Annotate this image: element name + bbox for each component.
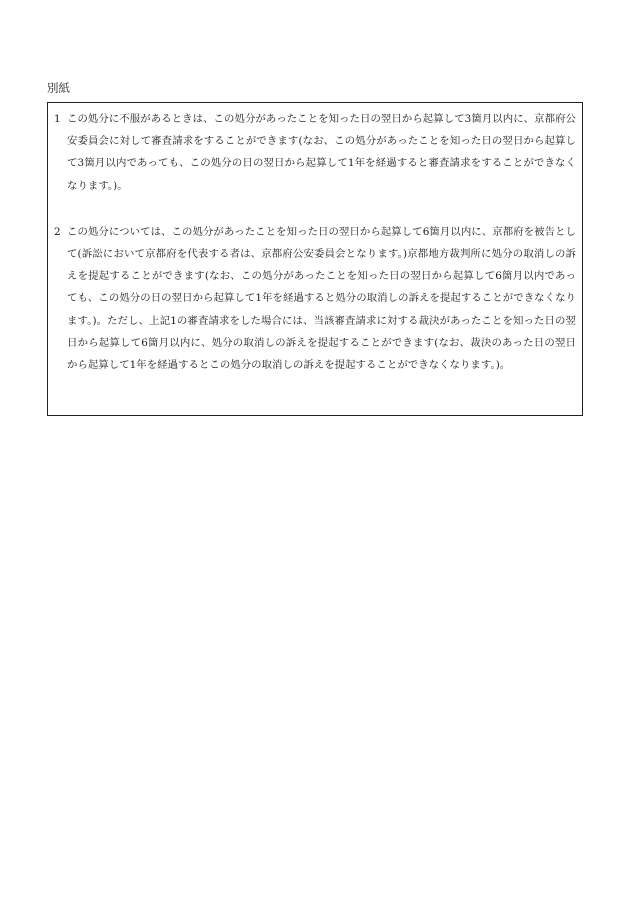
attachment-label: 別紙 bbox=[47, 81, 70, 95]
clause-2-text: この処分については、この処分があったことを知った日の翌日から起算して6箇月以内に、京都府を被告として(訴訟において京都府を代表する者は、京都府公安委員会となります。)京都地方裁判所に処分の取消しの訴えを提起することができます(なお、この処分があったことを知った日の翌日から起算して6箇月以内であっても、この処分の日の翌日から起算して1年を経過すると処分の取消しの訴えを提起することができなくなります。)。ただし、上記1の審査請求をした場合には、当該審査請求に対する裁決があったことを知った日の翌日から起算して6箇月以内に、処分の取消しの訴えを提起することができます(なお、裁決のあった日の翌日から起算して1年を経過するとこの処分の取消しの訴えを提起することができなくなります。)。 bbox=[67, 225, 576, 372]
clause-1 bbox=[54, 108, 576, 197]
clause-1-number: 1 bbox=[54, 113, 61, 125]
clause-2 bbox=[54, 221, 576, 376]
clause-2-number: 2 bbox=[54, 225, 61, 238]
appeal-notice-box bbox=[47, 102, 583, 416]
clause-1-text: この処分に不服があるときは、この処分があったことを知った日の翌日から起算して3箇月以内に、京都府公安委員会に対して審査請求をすることができます(なお、この処分があったことを知った日の翌日から起算して3箇月以内であっても、この処分の日の翌日から起算して1年を経過すると審査請求をすることができなくなります。)。 bbox=[67, 113, 576, 192]
